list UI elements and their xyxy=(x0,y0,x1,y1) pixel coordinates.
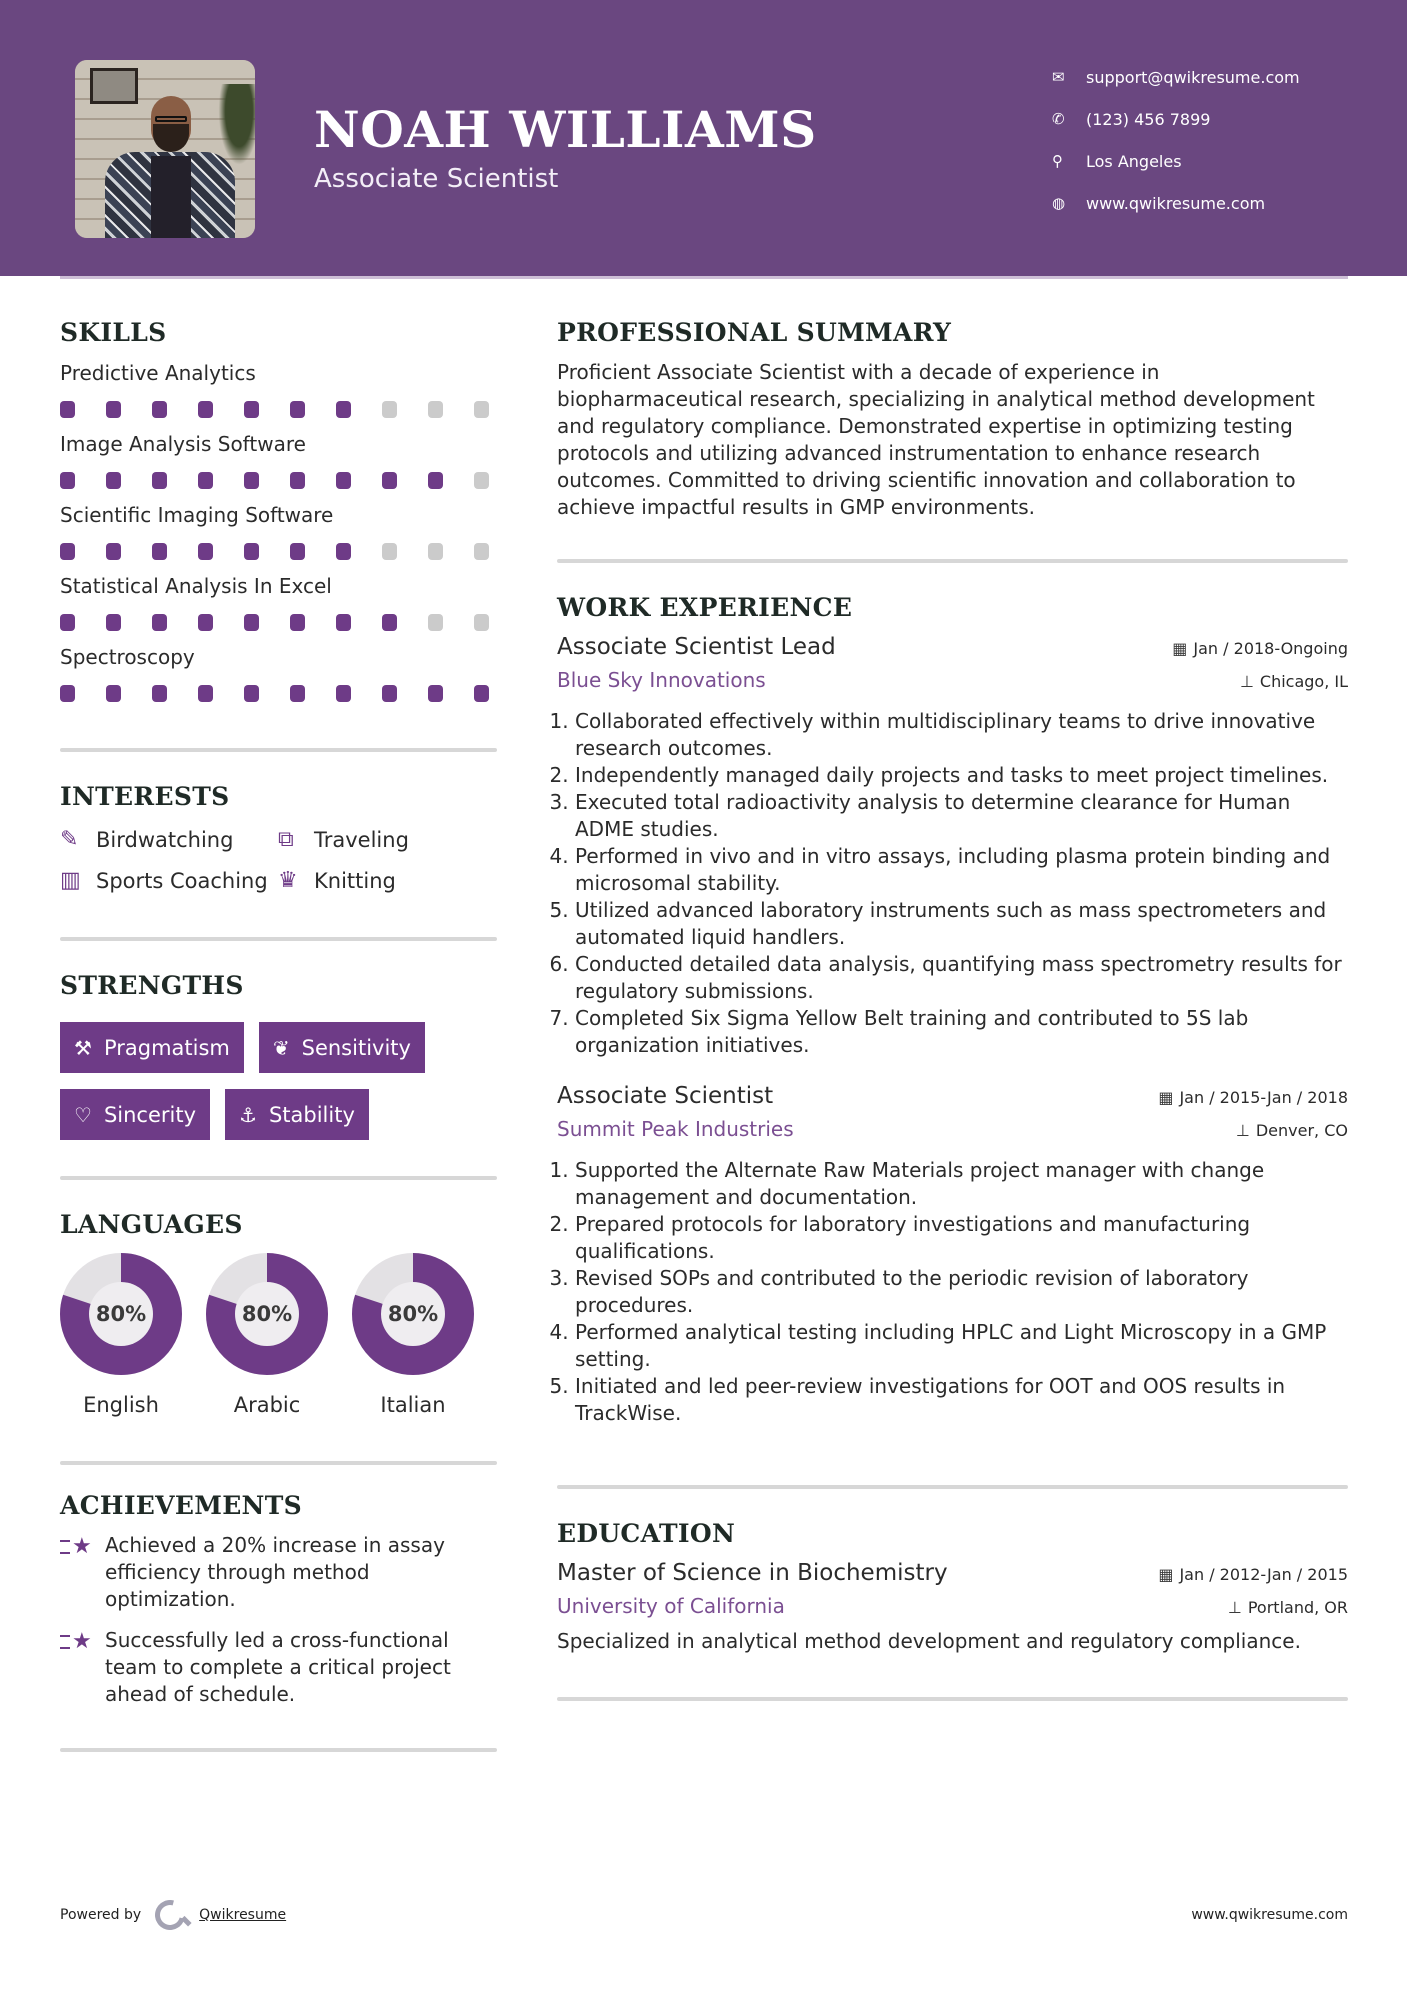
experience-section xyxy=(557,593,1348,1427)
summary-section xyxy=(557,318,1348,521)
strength-tag xyxy=(60,1022,244,1073)
footer xyxy=(60,1900,1348,1930)
skills-heading: SKILLS xyxy=(60,318,167,347)
rating-dot-filled xyxy=(290,614,305,631)
job-dates-text: Jan / 2015-Jan / 2018 xyxy=(1179,1088,1348,1107)
job-entry xyxy=(557,1083,1348,1427)
rating-dot-filled xyxy=(198,614,213,631)
shooting-star-icon: ★ xyxy=(60,1627,105,1708)
job-company: Blue Sky Innovations xyxy=(557,668,766,692)
rating-dot-filled xyxy=(106,614,121,631)
language-name: English xyxy=(83,1393,159,1417)
education-header xyxy=(557,1560,1348,1586)
strength-tag xyxy=(60,1089,210,1140)
rating-dot-filled xyxy=(244,685,259,702)
interest-item xyxy=(60,827,278,852)
job-location xyxy=(1236,1121,1348,1140)
job-dates-text: Jan / 2018-Ongoing xyxy=(1193,639,1348,658)
section-divider xyxy=(557,1485,1348,1489)
achievement-item xyxy=(60,1627,497,1708)
contact-location xyxy=(1050,140,1300,182)
header-divider xyxy=(60,276,1348,279)
rating-dot-filled xyxy=(336,685,351,702)
job-responsibilities xyxy=(557,708,1348,1059)
responsibility-item: 2. Independently managed daily projects and tasks to meet project timelines. xyxy=(575,762,1348,789)
job-dates xyxy=(1158,1088,1348,1107)
language-percent: 80% xyxy=(95,1302,147,1326)
strength-label: Stability xyxy=(268,1102,355,1127)
section-divider xyxy=(60,1461,497,1465)
achievements-section xyxy=(60,1491,497,1708)
strength-label: Sensitivity xyxy=(301,1035,411,1060)
rating-dot-filled xyxy=(290,543,305,560)
section-divider xyxy=(557,1697,1348,1701)
achievements-heading: ACHIEVEMENTS xyxy=(60,1491,302,1520)
strengths-heading: STRENGTHS xyxy=(60,971,244,1000)
rating-dot-filled xyxy=(382,472,397,489)
job-header xyxy=(557,1083,1348,1109)
globe-icon: ◍ xyxy=(1052,194,1066,212)
rating-dot-filled xyxy=(244,543,259,560)
education-dates-text: Jan / 2012-Jan / 2015 xyxy=(1179,1565,1348,1584)
contact-website[interactable] xyxy=(1050,182,1300,224)
envelope-icon: ✉ xyxy=(1052,68,1065,86)
interest-label: Sports Coaching xyxy=(96,868,268,893)
section-divider xyxy=(60,748,497,752)
skill-name: Predictive Analytics xyxy=(60,361,256,385)
rating-dot-filled xyxy=(336,472,351,489)
section-divider xyxy=(557,559,1348,563)
candidate-name: NOAH WILLIAMS xyxy=(314,100,817,159)
summary-heading: PROFESSIONAL SUMMARY xyxy=(557,318,952,347)
job-location-text: Chicago, IL xyxy=(1259,672,1348,691)
skill-item xyxy=(60,574,497,631)
rating-dot-filled xyxy=(106,685,121,702)
rating-dot-filled xyxy=(428,472,443,489)
rating-dot-filled xyxy=(106,543,121,560)
interests-list xyxy=(60,827,497,893)
responsibility-item: 3. Executed total radioactivity analysis to determine clearance for Human ADME studies. xyxy=(575,789,1348,843)
rating-dot-empty xyxy=(474,472,489,489)
rating-dot-filled xyxy=(60,472,75,489)
section-divider xyxy=(60,1176,497,1180)
job-location-text: Denver, CO xyxy=(1255,1121,1348,1140)
rating-dot-filled xyxy=(106,401,121,418)
job-subheader xyxy=(557,668,1348,692)
language-percent: 80% xyxy=(387,1302,439,1326)
section-divider xyxy=(60,1748,497,1752)
strength-label: Pragmatism xyxy=(103,1035,230,1060)
briefcase-icon: ▥ xyxy=(60,868,81,893)
rating-dot-filled xyxy=(382,614,397,631)
job-title: Associate Scientist Lead xyxy=(557,634,836,660)
language-item xyxy=(206,1253,328,1417)
rating-dot-filled xyxy=(290,401,305,418)
rating-dot-empty xyxy=(474,401,489,418)
rating-dot-filled xyxy=(244,472,259,489)
skill-item xyxy=(60,645,497,702)
rating-dot-filled xyxy=(428,685,443,702)
skill-item xyxy=(60,432,497,489)
achievement-text: Successfully led a cross-functional team to complete a critical project ahead of schedule. xyxy=(105,1628,451,1706)
calendar-icon: ▦ xyxy=(1158,1088,1174,1107)
right-column xyxy=(557,318,1348,1701)
strength-tag xyxy=(225,1089,369,1140)
interest-label: Traveling xyxy=(314,827,409,852)
rating-dot-empty xyxy=(382,543,397,560)
job-subheader xyxy=(557,1117,1348,1141)
rating-dot-filled xyxy=(290,472,305,489)
responsibility-item: 2. Prepared protocols for laboratory investigations and manufacturing qualifications. xyxy=(575,1211,1348,1265)
job-location xyxy=(1240,672,1348,691)
heart-icon: ♡ xyxy=(74,1102,92,1127)
skill-name: Image Analysis Software xyxy=(60,432,306,456)
rating-dot-filled xyxy=(60,614,75,631)
language-donut xyxy=(352,1253,474,1375)
rating-dot-empty xyxy=(428,543,443,560)
job-title: Associate Scientist xyxy=(557,1083,774,1109)
powered-by xyxy=(60,1900,286,1930)
skill-name: Scientific Imaging Software xyxy=(60,503,334,527)
responsibility-item: 1. Collaborated effectively within multidisciplinary teams to drive innovative research outcomes. xyxy=(575,708,1348,762)
contact-list xyxy=(1050,56,1300,224)
contact-location-text: Los Angeles xyxy=(1086,151,1182,171)
responsibility-item: 6. Conducted detailed data analysis, quantifying mass spectrometry results for regulatory submissions. xyxy=(575,951,1348,1005)
skill-item xyxy=(60,361,497,418)
rating-dot-filled xyxy=(60,685,75,702)
rating-dot-filled xyxy=(60,401,75,418)
contact-email-text: support@qwikresume.com xyxy=(1086,67,1300,87)
language-percent: 80% xyxy=(241,1302,293,1326)
interest-label: Knitting xyxy=(314,868,396,893)
education-heading: EDUCATION xyxy=(557,1519,736,1548)
interest-item xyxy=(278,827,478,852)
pushpin-icon: ⊥ xyxy=(1235,1121,1250,1140)
left-column xyxy=(60,318,497,1752)
phone-icon: ✆ xyxy=(1052,110,1065,128)
contact-phone[interactable] xyxy=(1050,98,1300,140)
trophy-icon: ♛ xyxy=(278,868,298,893)
pushpin-icon: ⊥ xyxy=(1227,1598,1242,1617)
rating-dot-filled xyxy=(198,685,213,702)
leaf-icon: ❦ xyxy=(272,1035,290,1060)
responsibility-item: 5. Initiated and led peer-review investigations for OOT and OOS results in TrackWise. xyxy=(575,1373,1348,1427)
education-subheader xyxy=(557,1594,1348,1618)
skill-rating xyxy=(60,401,497,418)
job-header xyxy=(557,634,1348,660)
strengths-list xyxy=(60,1022,480,1140)
rating-dot-filled xyxy=(336,614,351,631)
skill-name: Statistical Analysis In Excel xyxy=(60,574,332,598)
rating-dot-filled xyxy=(198,401,213,418)
responsibility-item: 7. Completed Six Sigma Yellow Belt training and contributed to 5S lab organization initiatives. xyxy=(575,1005,1348,1059)
experience-heading: WORK EXPERIENCE xyxy=(557,593,853,622)
section-divider xyxy=(60,937,497,941)
responsibility-item: 5. Utilized advanced laboratory instruments such as mass spectrometers and automated liquid handlers. xyxy=(575,897,1348,951)
rating-dot-filled xyxy=(152,614,167,631)
rating-dot-empty xyxy=(474,614,489,631)
qwikresume-logo-icon xyxy=(150,1895,191,1936)
education-section xyxy=(557,1519,1348,1655)
skill-rating xyxy=(60,614,497,631)
skill-rating xyxy=(60,543,497,560)
skill-item xyxy=(60,503,497,560)
interest-item xyxy=(60,868,278,893)
language-name: Italian xyxy=(380,1393,446,1417)
job-dates xyxy=(1172,639,1348,658)
rating-dot-filled xyxy=(244,401,259,418)
job-entry xyxy=(557,634,1348,1059)
rating-dot-filled xyxy=(244,614,259,631)
summary-text: Proficient Associate Scientist with a decade of experience in biopharmaceutical research, specializing in analytical method development and regulatory compliance. Demonstrated expertise in optimizing testing protocols and utilizing advanced instrumentation to enhance research outcomes. Committed to driving scientific innovation and collaboration to achieve impactful results in GMP environments. xyxy=(557,360,1315,519)
language-donut xyxy=(60,1253,182,1375)
contact-email[interactable] xyxy=(1050,56,1300,98)
rating-dot-filled xyxy=(336,401,351,418)
language-item xyxy=(352,1253,474,1417)
profile-photo xyxy=(75,60,255,238)
calendar-icon: ▦ xyxy=(1172,639,1188,658)
rating-dot-filled xyxy=(106,472,121,489)
edit-icon: ✎ xyxy=(60,827,79,852)
language-name: Arabic xyxy=(233,1393,301,1417)
school: University of California xyxy=(557,1594,785,1618)
gavel-icon: ⚒ xyxy=(74,1035,92,1060)
rating-dot-filled xyxy=(152,401,167,418)
responsibility-item: 3. Revised SOPs and contributed to the periodic revision of laboratory procedures. xyxy=(575,1265,1348,1319)
education-description: Specialized in analytical method development and regulatory compliance. xyxy=(557,1629,1301,1653)
interest-item xyxy=(278,868,478,893)
language-donut xyxy=(206,1253,328,1375)
skill-rating xyxy=(60,472,497,489)
job-company: Summit Peak Industries xyxy=(557,1117,794,1141)
language-item xyxy=(60,1253,182,1417)
responsibility-item: 4. Performed analytical testing including HPLC and Light Microscopy in a GMP setting. xyxy=(575,1319,1348,1373)
rating-dot-filled xyxy=(152,685,167,702)
strengths-section xyxy=(60,971,497,1140)
rating-dot-empty xyxy=(382,401,397,418)
skills-section xyxy=(60,318,497,702)
languages-list xyxy=(60,1253,497,1417)
contact-phone-text: (123) 456 7899 xyxy=(1086,109,1211,129)
contact-website-text: www.qwikresume.com xyxy=(1086,193,1266,213)
education-dates xyxy=(1158,1565,1348,1584)
rating-dot-empty xyxy=(428,401,443,418)
skill-rating xyxy=(60,685,497,702)
interests-heading: INTERESTS xyxy=(60,782,230,811)
rating-dot-filled xyxy=(336,543,351,560)
strength-label: Sincerity xyxy=(103,1102,197,1127)
shooting-star-icon: ★ xyxy=(60,1532,105,1613)
responsibility-item: 1. Supported the Alternate Raw Materials project manager with change management and documentation. xyxy=(575,1157,1348,1211)
rating-dot-empty xyxy=(474,543,489,560)
candidate-title: Associate Scientist xyxy=(314,164,559,194)
binoculars-icon: ⧉ xyxy=(278,827,294,852)
achievement-item xyxy=(60,1532,497,1613)
education-location xyxy=(1228,1598,1348,1617)
brand-link[interactable]: Qwikresume xyxy=(199,1907,287,1923)
education-location-text: Portland, OR xyxy=(1247,1598,1348,1617)
rating-dot-filled xyxy=(198,472,213,489)
rating-dot-filled xyxy=(198,543,213,560)
responsibility-item: 4. Performed in vivo and in vitro assays, including plasma protein binding and microsomal stability. xyxy=(575,843,1348,897)
interests-section xyxy=(60,782,497,893)
skill-name: Spectroscopy xyxy=(60,645,195,669)
interest-label: Birdwatching xyxy=(96,827,234,852)
rating-dot-filled xyxy=(382,685,397,702)
languages-heading: LANGUAGES xyxy=(60,1210,243,1239)
powered-by-text: Powered by xyxy=(60,1907,142,1923)
rating-dot-filled xyxy=(152,543,167,560)
rating-dot-filled xyxy=(152,472,167,489)
degree: Master of Science in Biochemistry xyxy=(557,1560,948,1586)
pushpin-icon: ⊥ xyxy=(1239,672,1254,691)
footer-website-link[interactable]: www.qwikresume.com xyxy=(1191,1907,1348,1923)
calendar-icon: ▦ xyxy=(1158,1565,1174,1584)
languages-section xyxy=(60,1210,497,1417)
rating-dot-filled xyxy=(60,543,75,560)
job-responsibilities xyxy=(557,1157,1348,1427)
anchor-icon: ⚓ xyxy=(239,1102,257,1127)
rating-dot-filled xyxy=(290,685,305,702)
map-marker-icon: ⚲ xyxy=(1052,152,1063,170)
strength-tag xyxy=(259,1022,425,1073)
skills-list xyxy=(60,361,497,702)
achievement-text: Achieved a 20% increase in assay efficiency through method optimization. xyxy=(105,1533,445,1611)
rating-dot-filled xyxy=(474,685,489,702)
rating-dot-empty xyxy=(428,614,443,631)
